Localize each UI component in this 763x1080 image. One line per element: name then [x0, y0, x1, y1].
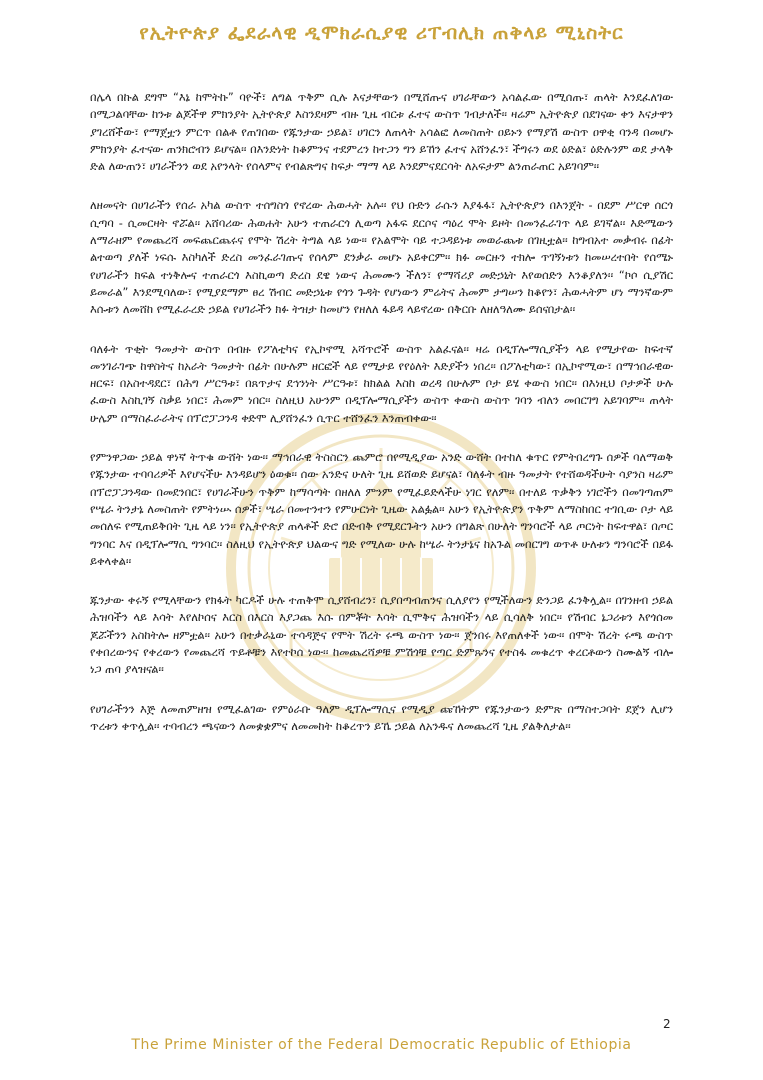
page-header-title: የኢትዮጵያ ፌደራላዊ ዲሞክራሲያዊ ሪፐብሊክ ጠቅላይ ሚኒስትር — [139, 22, 624, 44]
paragraph: የሀገራችንን እጅ ለመጠምዘዝ የሚፈልገው የምዕራቡ ዓለም ዲፕሎማሲና የሚዲያ ጩኸትም የጁንታውን ድምጽ በማስተጋባት ደጀን ሊሆን ጥረቱን ቀጥሏል፡፡ ተባብረን ጫናውን ለመቋቋምና ለመመከት ከቆረጥን ይኼ ኃይል ለአንዱና ለመጨረሻ ጊዜ ያልቅለታል፡፡ — [90, 702, 673, 733]
paragraph: ጁንታው ቀሩኝ የሚላቸውን የክፋት ካርዶች ሁሉ ተጠቅሞ ሲያሸብረን፣ ሲያበጣብጠንና ሲለያየን የሚችለውን ድንጋይ ፈንቅሏል፡፡ በገንዘብ ኃይል ሕዝባችን ላይ እሳት እየለኮሰና እርስ በእርስ እያጋጨ እሱ በምቾት እሳት ሲሞቅና ሕዝባችን ላይ ሲሳለቅ ነበር፡፡ የሽብር ኔጋሪቱን እየጎሰመ ጆሯችንን አስከትሎ ዘምቷል፡፡ አሁን በተቃራኒው ተሳዳጅና የሞት ሽረት ሩጫ ውስጥ ነው፡፡ ጀንበሩ እየጠለቀች ነው፡፡ በሞት ሽረት ሩጫ ውስጥ የቀበረውንና የቀረውን የመጨረሻ ጥይቶቹን እየተኮሰ ነው፡፡ ከመጨረሻዎቹ ምሽጎቹ የጣር ድምጹንና የተስፋ መቁረጥ ቀረርቶውን ስሙልኝ ብሎ ነጋ ጠባ ያላዝናል፡፡ — [90, 594, 673, 677]
paragraph: በሌላ በኩል ደግሞ “እኔ ከሞትኩ” ባዮች፣ ለግል ጥቅም ሲሉ እናታቸውን በሚሸጡና ሀገራቸውን አሳልፈው በሚሰጡ፣ ጠላት እንደፈለገው በሚጋልባቸው ከንቱ ልጆችዋ ምክንያት ኢትዮጵያ እስንደዛም ብዙ ጊዜ ብርቱ ፈተና ውስጥ ገብታለች፡፡ ዛሬም ኢትዮጵያ በደገናው ቀን እናታዋን ያገረሸችው፣ የማጀቷን ምርጥ በልቶ የጠገበው የጁንታው ኃይል፣ ሀገርን ለጠላት አሳልፎ ለመስጠት ዐይኑን የማያሽ ውስጥ ዐዋቂ ባንዳ በመሆኑ ምክንያት ፈተናው ጠንክሮብን ይሆናል፡፡ በእንድነት ከቆምንና ተደምረን ከተጋን ግን ይኸን ፈተና አሸንፈን፣ ችግሩን ወደ ዕድል፣ ዕድሉንም ወደ ታላቅ ድል ለውጠን፣ ሀገራችንን ወደ አየንላት የሰላምና የብልጽግና ከፍታ ማማ ላይ እንደምናደርሳት ለአፍታም ልንጠራጠር አይገባም፡፡ — [90, 91, 673, 174]
page-number: 2 — [663, 1017, 671, 1031]
paragraph: ለዘመናት በሀገራችን የሰራ አካል ውስጥ ተሰግስጎ የኖረው ሕወሓት አሉ፡፡ የህ ቡድን ራሱን እያፋፋ፣ ኢትዮጵያን በእንጀት - በደም ሥርዋ ሰርጎ ሲጣባ - ሲመርዛት ኖሯል፡፡ አሸባሪው ሕወሐት አሁን ተጠራርጎ ሊወጣ አፋፍ ደርሶና ጣዕረ ሞት ይዞት በመንፈራገጥ ላይ ይገኛል፡፡ እድሜውን ለማራዘም የመጨረሻ መፍጨርጨሩና የሞት ሽረት ትግል ላይ ነው፡፡ የአልሞት ባይ ተጋዳይነቱ መወራጨቱ በገዚቷል፡፡ ከግብአተ መቃብሩ በፊት ልተወጣ ያለች ነፍሱ እስካለች ድረስ መንፈራገጡና የሰላም ደንቃራ መሆኑ አይቀርም፡፡ ክፉ መርዙን ተክሎ ጥገኝነቱን ከመሠረተበት የሰሜኑ የሀገራችን ክፍል ተነቅሎና ተጠራርጎ እስኪወጣ ድረስ ደዌ ነውና ሕመሙን ችለን፣ የማሻሪያ መድኃኒት እየወሰድን እንቆያለን፡፡ “ኮሶ ሲያሽር ይመራል” እንደሚባለው፣ የሚያደማም ፀረ ሽብር መድኃኒቱ የጎን ጉዳት የሆነውን ምሬትና ሕመም ታግሠን ከቆየን፣ ሕወሓትም ሆነ ማንኛውም እሱቱን ለመሸከ የሚፈራረድ ኃይል የሀገራችን ክፉ ትዝታ ከመሆን የዘለለ ፋይዳ ላይኖረው በቅርቡ ለዘለዓለሙ ይሰናበታል፡፡ — [90, 199, 673, 317]
paragraph: የምንዋጋው ኃይል ዋነኛ ትጥቁ ውሸት ነው፡፡ ማኅበራዊ ትስስርን ጨምሮ በየሚዲያው አንድ ውሸት በተከለ ቁጥር የምትበረግጉ ሰዎች ባለማወቅ የጁንታው ተባባሪዎች እየሆናችሁ እንዳይሆን ዕወቁ፡፡ ሰው አንድና ሁለት ጊዜ ይሸወድ ይሆናል፣ ባለፉት ብዙ ዓመታት የተሸወዳችሁት ሳያንስ ዛሬም በፕሮፓጋንዳው በመደንበር፣ የሀገራችሁን ጥቅም ከማሳጣት በዘለለ ምንም የሚፈይድላችሁ ነገር የለም፡፡ በተለይ ጥቃቅን ነገሮችን በመገጣጠም የሤራ ትንታኔ ለመስጠት የምትነሡ ሰዎች፣ ሤራ በመተንተን የምሁርነት ጊዜው አልፏል፡፡ አሁን የኢትዮጵያን ጥቅም ለማስከበር ተገቢው ቦታ ላይ መሰለፍ የሚጠይቅበት ጊዜ ላይ ነን፡፡ የኢትዮጵያ ጠላቶች ድሮ በድብቅ የሚደርጉትን አሁን በግልጽ በሁለት ግንባሮች ላይ ጦርነት ከፍተዋል፣ በጦር ግንባር እና በዲፕሎማሲ ግንባር፡፡ ስለዚህ የኢትዮጵያ ህልውና ግድ የሚለው ሁሉ ከሤራ ትንታኔና ከአጉል መበርገግ ወጥቶ ሁለቱን ግንባሮች በይፋ ይቀላቀል፡፡ — [90, 451, 673, 568]
letter-body — [90, 89, 673, 757]
paragraph: ባለፉት ጥቂት ዓመታት ውስጥ በብዙ የፖለቲካና የኢኮኖሚ አሻጥሮች ውስጥ አልፈናል፡፡ ዛሬ በዲፕሎማሲያችን ላይ የሚታየው ከፍተኛ መንገራገጭ ከዋስትና ከአራት ዓመታት በፊት በሁሉም ዘርፎች ላይ የሚታይ የየዕለት እድያችን ነበረ፡፡ በፖለቲካው፣ በኢኮኖሚው፣ በማኅበራዊው ዘርፍ፣ በአስተዳደር፣ በሕግ ሥርዓቱ፣ በጸጥታና ደኅንነት ሥርዓቱ፣ ከክልል እስከ ወረዳ በሁሉም ቦታ ይሄ ቀውስ ነበር፡፡ በእነዚህ ቦታዎች ሁሉ ፈውስ እስኪገኝ ስቃይ ነበር፣ ሕመም ነበር፡፡ ስለዚህ አሁንም በዲፕሎማሲያችን ውስጥ ቀውስ ውስጥ ገባን ብለን መበርገግ አይገባም፡፡ ጠላት ሁሌም በማስፈራራትና በፕሮፓጋንዳ ቀድሞ ሊያሸንፈን ሲጥር ተሸንፈን እንጠብቀው፡፡ — [90, 342, 673, 425]
footer-title: The Prime Minister of the Federal Democratic Republic of Ethiopia — [131, 1037, 632, 1053]
